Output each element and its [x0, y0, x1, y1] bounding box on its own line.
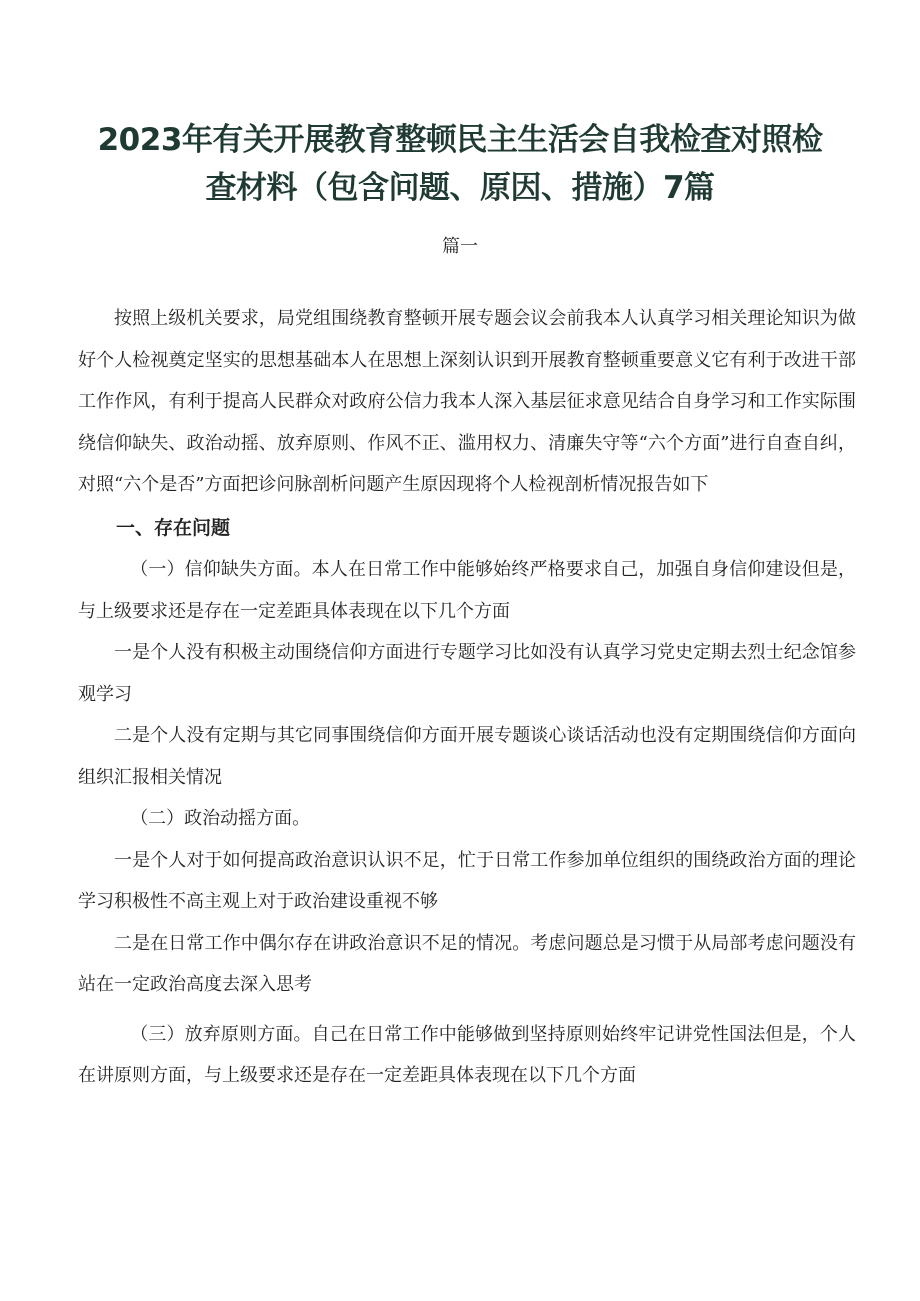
item-2-point-b: 二是在日常工作中偶尔存在讲政治意识不足的情况。考虑问题总是习惯于从局部考虑问题没有站在一定政治高度去深入思考: [78, 932, 856, 995]
item-3-paragraph: （三）放弃原则方面。自己在日常工作中能够做到坚持原则始终牢记讲党性国法但是，个人在讲原则方面，与上级要求还是存在一定差距具体表现在以下几个方面: [78, 1023, 856, 1086]
item-1-point-a: 一是个人没有积极主动围绕信仰方面进行专题学习比如没有认真学习党史定期去烈士纪念馆参观学习: [78, 642, 856, 705]
section-heading: 篇一: [442, 236, 478, 257]
heading-existing-problems: 一、存在问题: [116, 516, 231, 539]
intro-paragraph: 按照上级机关要求，局党组围绕教育整顿开展专题会议会前我本人认真学习相关理论知识为做好个人检视奠定坚实的思想基础本人在思想上深刻认识到开展教育整顿重要意义它有利于改进干部工作作风，有利于提高人民群众对政府公信力我本人深入基层征求意见结合自身学习和工作实际围绕信仰缺失、政治动摇、放弃原则、作风不正、滥用权力、清廉失守等“六个方面”进行自查自纠，对照“六个是否”方面把诊问脉剖析问题产生原因现将个人检视剖析情况报告如下: [78, 308, 856, 495]
item-1-paragraph: （一）信仰缺失方面。本人在日常工作中能够始终严格要求自己，加强自身信仰建设但是，与上级要求还是存在一定差距具体表现在以下几个方面: [78, 559, 856, 622]
item-1-point-b: 二是个人没有定期与其它同事围绕信仰方面开展专题谈心谈话活动也没有定期围绕信仰方面向组织汇报相关情况: [78, 725, 856, 788]
title-line-2: 查材料（包含问题、原因、措施）7篇: [205, 170, 715, 206]
document-body: [78, 298, 856, 1097]
item-2-point-a: 一是个人对于如何提高政治意识认识不足，忙于日常工作参加单位组织的围绕政治方面的理论学习积极性不高主观上对于政治建设重视不够: [78, 849, 856, 912]
title-line-1: 2023年有关开展教育整顿民主生活会自我检查对照检: [97, 122, 823, 158]
item-2-paragraph: （二）政治动摇方面。: [130, 808, 311, 829]
document-title: [40, 116, 880, 212]
